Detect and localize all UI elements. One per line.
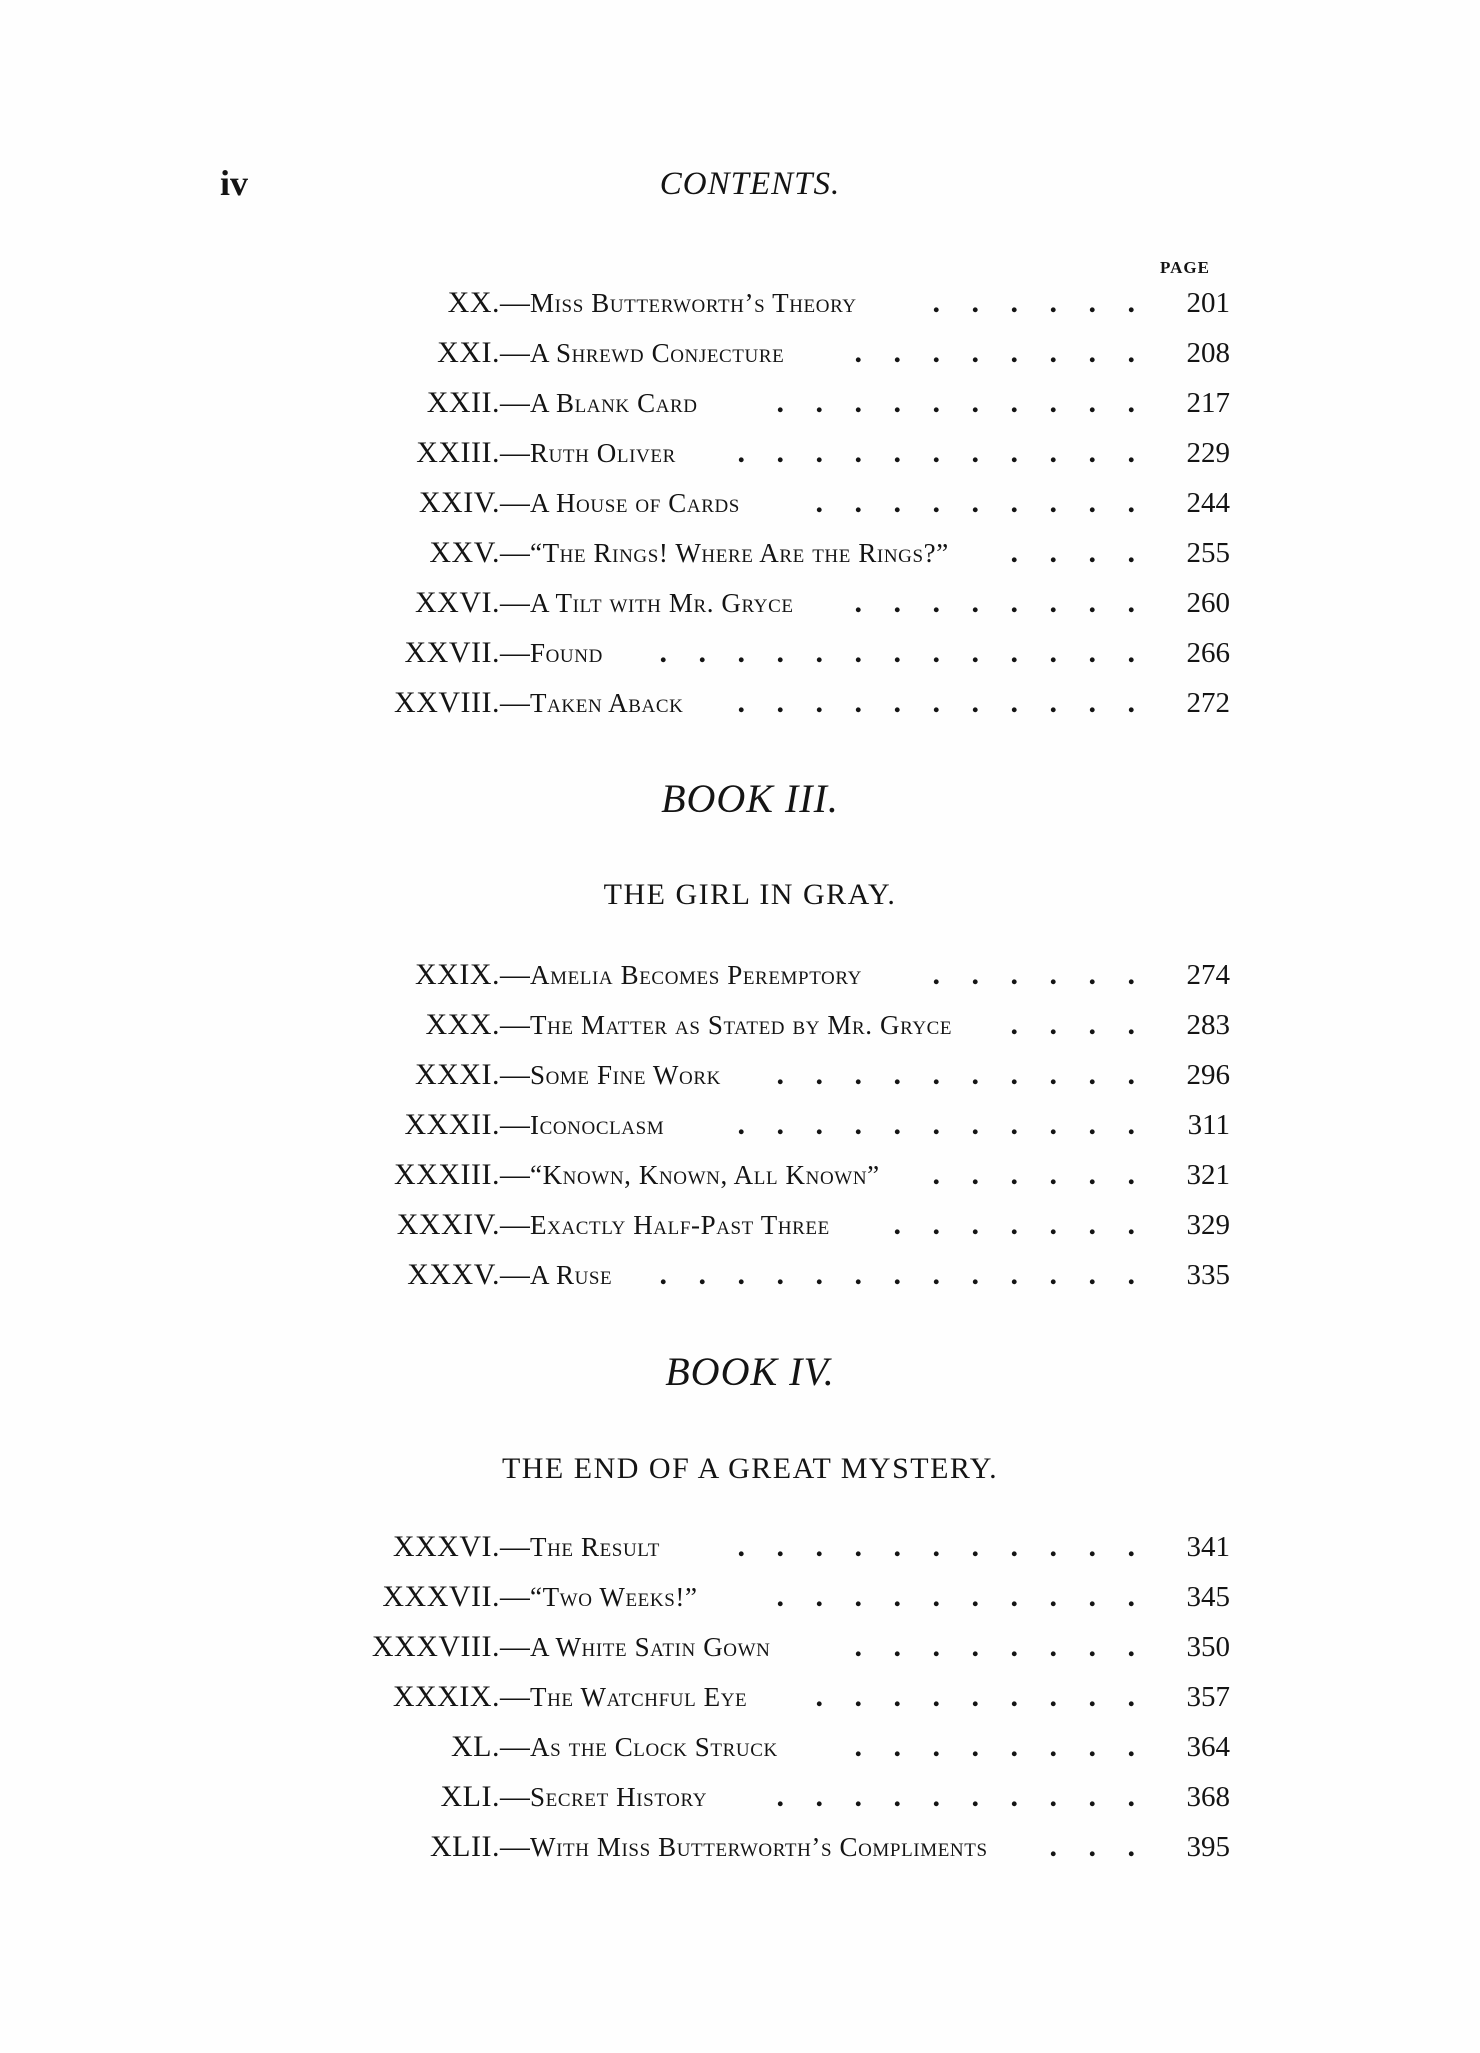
chapter-number-text: XXIX. (415, 958, 500, 991)
toc-entry (150, 1772, 1230, 1822)
toc-entry (150, 328, 1230, 378)
toc-entry (150, 1722, 1230, 1772)
chapter-title (530, 378, 712, 428)
page-number: 274 (1186, 959, 1230, 991)
dot-leader: . . . . (1010, 536, 1135, 569)
dot-leader: . . . . . . . . . . (776, 1780, 1135, 1813)
chapter-title (530, 628, 617, 678)
em-dash-separator: — (500, 1008, 530, 1041)
em-dash-separator: — (500, 1058, 530, 1091)
chapter-number (397, 1200, 530, 1250)
chapter-title-text: A Shrewd Conjecture (530, 338, 798, 368)
chapter-title-text: Secret History (530, 1782, 721, 1812)
chapter-number (451, 1722, 530, 1772)
em-dash-separator: — (500, 1530, 530, 1563)
toc-entry (150, 428, 1230, 478)
page-number: 201 (1186, 287, 1230, 319)
page-number: 357 (1186, 1681, 1230, 1713)
em-dash-separator: — (500, 636, 530, 669)
toc-entry (150, 1822, 1230, 1872)
em-dash-separator: — (500, 336, 530, 369)
chapter-number-text: XXII. (426, 386, 500, 419)
chapter-title (530, 328, 798, 378)
chapter-title-text: The Result (530, 1532, 674, 1562)
chapter-number-text: XLI. (440, 1780, 500, 1813)
chapter-title (530, 278, 871, 328)
dot-leader: . . . . (1010, 1008, 1135, 1041)
toc-entry (150, 678, 1230, 728)
dot-leader: . . . . . . . . . (815, 486, 1135, 519)
toc-entry (150, 578, 1230, 628)
chapter-number (405, 1100, 530, 1150)
chapter-number-text: XXV. (429, 536, 500, 569)
dot-leader: . . . . . . . . . . . (737, 686, 1135, 719)
chapter-title-text: A White Satin Gown (530, 1632, 784, 1662)
page-number: 208 (1186, 337, 1230, 369)
chapter-number (393, 1522, 530, 1572)
dot-leader: . . . . . . . . . . . (737, 1108, 1135, 1141)
toc-entry (150, 1250, 1230, 1300)
chapter-number-text: XXXVII. (382, 1580, 500, 1613)
chapter-number (416, 428, 530, 478)
chapter-number-text: XLII. (430, 1830, 500, 1863)
chapter-number (415, 950, 530, 1000)
page-number: 341 (1186, 1531, 1230, 1563)
chapter-title-text: Some Fine Work (530, 1060, 735, 1090)
page-number: 395 (1186, 1831, 1230, 1863)
chapter-title (530, 1250, 626, 1300)
page-number: 217 (1186, 387, 1230, 419)
chapter-number (415, 578, 530, 628)
chapter-number-text: XXXII. (404, 1108, 500, 1141)
toc-entry (150, 628, 1230, 678)
chapter-number-text: XXVIII. (394, 686, 500, 719)
page-number: 296 (1186, 1059, 1230, 1091)
chapter-title (530, 1822, 1002, 1872)
chapter-title (530, 950, 876, 1000)
page-column-label: PAGE (1160, 258, 1210, 277)
chapter-number-text: XXXIII. (394, 1158, 500, 1191)
chapter-number (415, 1050, 530, 1100)
chapter-number-text: XXI. (437, 336, 500, 369)
dot-leader: . . . . . . . . . . (776, 386, 1135, 419)
chapter-title-text: A Ruse (530, 1260, 626, 1290)
chapter-number-text: XX. (447, 286, 500, 319)
chapter-title-text: Found (530, 638, 617, 668)
chapter-number (437, 328, 530, 378)
em-dash-separator: — (500, 586, 530, 619)
toc-entry (150, 1050, 1230, 1100)
chapter-number-text: XXXVIII. (371, 1630, 500, 1663)
page-number: 266 (1186, 637, 1230, 669)
em-dash-separator: — (500, 1730, 530, 1763)
toc-group-book-3 (150, 950, 1230, 1300)
chapter-title (530, 428, 690, 478)
chapter-number (419, 478, 530, 528)
book-4-heading: BOOK IV. (665, 1349, 835, 1394)
chapter-title (530, 528, 963, 578)
chapter-title (530, 1622, 784, 1672)
toc-entry (150, 1100, 1230, 1150)
page-number: 321 (1186, 1159, 1230, 1191)
page-number: 364 (1186, 1731, 1230, 1763)
dot-leader: . . . (1049, 1830, 1135, 1863)
dot-leader: . . . . . . . . (854, 586, 1135, 619)
running-title: CONTENTS. (659, 166, 841, 202)
chapter-number (393, 1672, 530, 1722)
page-number: 244 (1186, 487, 1230, 519)
chapter-title-text: A Tilt with Mr. Gryce (530, 588, 808, 618)
em-dash-separator: — (500, 1108, 530, 1141)
book-3-subtitle: THE GIRL IN GRAY. (603, 878, 897, 911)
em-dash-separator: — (500, 1630, 530, 1663)
chapter-number (394, 1150, 530, 1200)
page-number: 255 (1186, 537, 1230, 569)
em-dash-separator: — (500, 536, 530, 569)
chapter-title (530, 1200, 844, 1250)
chapter-number-text: XXIII. (416, 436, 500, 469)
chapter-title (530, 1672, 761, 1722)
em-dash-separator: — (500, 286, 530, 319)
chapter-title (530, 678, 697, 728)
em-dash-separator: — (500, 1580, 530, 1613)
chapter-number-text: XXXIX. (392, 1680, 500, 1713)
chapter-number (448, 278, 530, 328)
chapter-number-text: XXXI. (415, 1058, 500, 1091)
page-number: 350 (1186, 1631, 1230, 1663)
chapter-title-text: “Known, Known, All Known” (530, 1160, 894, 1190)
dot-leader: . . . . . . . . . . . (737, 436, 1135, 469)
chapter-title-text: Taken Aback (530, 688, 697, 718)
dot-leader: . . . . . . . . . . . (737, 1530, 1135, 1563)
chapter-title (530, 1572, 712, 1622)
chapter-title-text: A Blank Card (530, 388, 712, 418)
chapter-title (530, 1150, 894, 1200)
chapter-title (530, 1050, 735, 1100)
book-4-subtitle: THE END OF A GREAT MYSTERY. (501, 1452, 999, 1485)
chapter-title (530, 578, 808, 628)
chapter-number-text: XXX. (425, 1008, 500, 1041)
chapter-title (530, 478, 754, 528)
chapter-number-text: XXIV. (418, 486, 500, 519)
dot-leader: . . . . . . (932, 286, 1135, 319)
dot-leader: . . . . . . . . (854, 1630, 1135, 1663)
chapter-title-text: The Matter as Stated by Mr. Gryce (530, 1010, 966, 1040)
chapter-title-text: “The Rings! Where Are the Rings?” (530, 538, 963, 568)
dot-leader: . . . . . . . . . . . . . (659, 1258, 1135, 1291)
chapter-number-text: XXXIV. (396, 1208, 500, 1241)
chapter-title-text: “Two Weeks!” (530, 1582, 712, 1612)
em-dash-separator: — (500, 1780, 530, 1813)
chapter-title (530, 1722, 792, 1772)
em-dash-separator: — (500, 486, 530, 519)
em-dash-separator: — (500, 1680, 530, 1713)
toc-entry (150, 1000, 1230, 1050)
toc-group-book-2 (150, 278, 1230, 728)
chapter-title (530, 1100, 678, 1150)
chapter-number-text: XXXVI. (392, 1530, 500, 1563)
dot-leader: . . . . . . . . . . . . . (659, 636, 1135, 669)
em-dash-separator: — (500, 958, 530, 991)
dot-leader: . . . . . . . . (854, 336, 1135, 369)
chapter-number-text: XXVI. (415, 586, 500, 619)
chapter-title-text: Miss Butterworth’s Theory (530, 288, 871, 318)
toc-entry (150, 1522, 1230, 1572)
em-dash-separator: — (500, 1830, 530, 1863)
chapter-number (427, 378, 530, 428)
toc-entry (150, 528, 1230, 578)
chapter-title (530, 1522, 674, 1572)
dot-leader: . . . . . . . . (854, 1730, 1135, 1763)
dot-leader: . . . . . . (932, 958, 1135, 991)
chapter-title-text: With Miss Butterworth’s Compliments (530, 1832, 1002, 1862)
em-dash-separator: — (500, 1158, 530, 1191)
em-dash-separator: — (500, 436, 530, 469)
dot-leader: . . . . . . (932, 1158, 1135, 1191)
toc-group-book-4 (150, 1522, 1230, 1872)
chapter-number (441, 1772, 530, 1822)
toc-entry (150, 478, 1230, 528)
chapter-number (429, 528, 530, 578)
page-number: 345 (1186, 1581, 1230, 1613)
chapter-title-text: Exactly Half-Past Three (530, 1210, 844, 1240)
dot-leader: . . . . . . . . . (815, 1680, 1135, 1713)
page-folio: iv (220, 163, 249, 203)
em-dash-separator: — (500, 1208, 530, 1241)
page-number: 272 (1186, 687, 1230, 719)
chapter-number-text: XXXV. (407, 1258, 500, 1291)
page-number: 335 (1186, 1259, 1230, 1291)
chapter-number (405, 628, 530, 678)
chapter-number (426, 1000, 531, 1050)
chapter-number-text: XXVII. (404, 636, 500, 669)
chapter-title (530, 1000, 966, 1050)
dot-leader: . . . . . . . . . . (776, 1580, 1135, 1613)
em-dash-separator: — (500, 686, 530, 719)
page-number: 311 (1187, 1109, 1230, 1141)
toc-entry (150, 378, 1230, 428)
toc-entry (150, 1622, 1230, 1672)
dot-leader: . . . . . . . . . . (776, 1058, 1135, 1091)
toc-entry (150, 278, 1230, 328)
chapter-number-text: XL. (451, 1730, 500, 1763)
em-dash-separator: — (500, 1258, 530, 1291)
chapter-number (394, 678, 530, 728)
chapter-title (530, 1772, 721, 1822)
page-number: 329 (1186, 1209, 1230, 1241)
chapter-number (430, 1822, 530, 1872)
chapter-title-text: A House of Cards (530, 488, 754, 518)
chapter-number (382, 1572, 530, 1622)
page-number: 283 (1186, 1009, 1230, 1041)
chapter-number (372, 1622, 530, 1672)
chapter-title-text: Iconoclasm (530, 1110, 678, 1140)
chapter-number (407, 1250, 530, 1300)
page-number: 260 (1186, 587, 1230, 619)
toc-entry (150, 1200, 1230, 1250)
chapter-title-text: Amelia Becomes Peremptory (530, 960, 876, 990)
toc-entry (150, 1150, 1230, 1200)
page-number: 229 (1186, 437, 1230, 469)
chapter-title-text: The Watchful Eye (530, 1682, 761, 1712)
page-number: 368 (1186, 1781, 1230, 1813)
toc-entry (150, 1572, 1230, 1622)
toc-entry (150, 950, 1230, 1000)
toc-entry (150, 1672, 1230, 1722)
chapter-title-text: As the Clock Struck (530, 1732, 792, 1762)
chapter-title-text: Ruth Oliver (530, 438, 690, 468)
dot-leader: . . . . . . . (893, 1208, 1135, 1241)
book-3-heading: BOOK III. (661, 776, 839, 821)
em-dash-separator: — (500, 386, 530, 419)
